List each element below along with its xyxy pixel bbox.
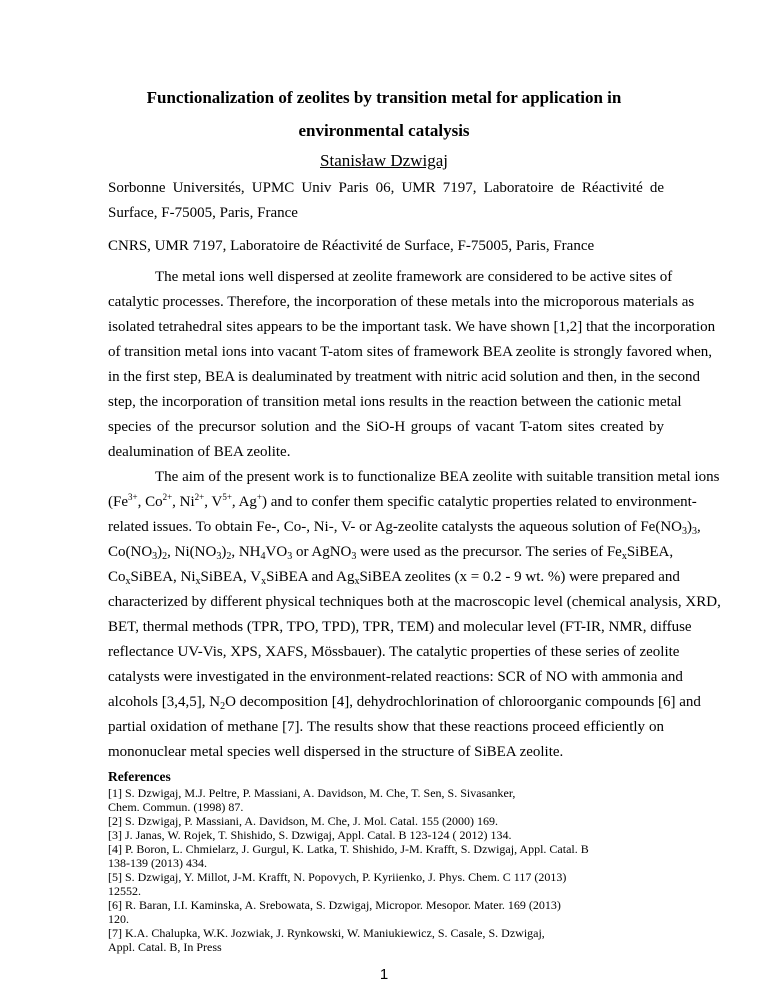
para2-line-5: $Co_xSiBEA$, $Ni_xSiBEA$, $V_xSiBEA$ and $Ag_xSiBEA$ zeolites (x = 0.2 - 9 wt. %) were prepared and	[108, 569, 680, 587]
para2-line-8: reflectance UV-Vis, XPS, XAFS, Mössbauer). The catalytic properties of these series of zeolite	[108, 644, 680, 660]
reference-line: [2] S. Dzwigaj, P. Massiani, A. Davidson, M. Che, J. Mol. Catal. 155 (2000) 169.	[108, 814, 498, 828]
reference-line: 138-139 (2013) 434.	[108, 856, 207, 870]
para1-line-8: dealumination of BEA zeolite.	[108, 444, 291, 460]
reference-line: [1] S. Dzwigaj, M.J. Peltre, P. Massiani, A. Davidson, M. Che, T. Sen, S. Sivasanker,	[108, 786, 516, 800]
reference-line: [3] J. Janas, W. Rojek, T. Shishido, S. Dzwigaj, Appl. Catal. B 123-124 ( 2012) 134.	[108, 828, 512, 842]
affiliation-2: CNRS, UMR 7197, Laboratoire de Réactivité de Surface, F-75005, Paris, France	[108, 238, 595, 254]
reference-line: [6] R. Baran, I.I. Kaminska, A. Srebowata, S. Dzwigaj, Micropor. Mesopor. Mater. 169 (2013)	[108, 898, 561, 912]
para2-line-9: catalysts were investigated in the environment-related reactions: SCR of NO with ammonia and	[108, 669, 683, 685]
para1-line-5: in the first step, BEA is dealuminated by treatment with nitric acid solution and then, in the second	[108, 369, 700, 385]
para1-line-2: catalytic processes. Therefore, the incorporation of these metals into the microporous materials as	[108, 294, 695, 310]
para2-line-7: BET, thermal methods (TPR, TPO, TPD), TPR, TEM) and molecular level (FT-IR, NMR, diffuse	[108, 619, 692, 635]
page-number: 1	[379, 966, 389, 983]
references-heading: References	[108, 769, 171, 784]
para2-line-4: $Co(NO_3)_2$, $Ni(NO_3)_2$, $NH_4VO_3$ or AgNO$_3$ were used as the precursor. The series of $Fe_xSiBEA$,	[108, 544, 674, 562]
para2-line-12: mononuclear metal species well dispersed in the structure of SiBEA zeolite.	[108, 744, 564, 760]
para2-line-2: ($Fe^{3+}$, $Co^{2+}$, $Ni^{2+}$, $V^{5+}$, Ag+) and to confer them specific catalytic properties related to environment-	[108, 492, 697, 510]
para2-line-1: The aim of the present work is to functionalize BEA zeolite with suitable transition metal ions	[155, 469, 720, 485]
title-line-1: Functionalization of zeolites by transition metal for application in	[146, 88, 622, 107]
para1-line-3: isolated tetrahedral sites appears to be the important task. We have shown [1,2] that the incorporation	[108, 319, 716, 335]
reference-line: [4] P. Boron, L. Chmielarz, J. Gurgul, K. Latka, T. Shishido, J-M. Krafft, S. Dzwigaj, Appl. Catal. B	[108, 842, 589, 856]
para2-line-3: related issues. To obtain Fe-, Co-, Ni-, V- or Ag-zeolite catalysts the aqueous solution of $Fe(NO_3)_3$,	[108, 519, 701, 537]
reference-line: [5] S. Dzwigaj, Y. Millot, J-M. Krafft, N. Popovych, P. Kyriienko, J. Phys. Chem. C 117 (2013)	[108, 870, 567, 884]
reference-line: Chem. Commun. (1998) 87.	[108, 800, 244, 814]
para2-line-10: alcohols [3,4,5], $N_2O$ decomposition [4], dehydrochlorination of chloroorganic compounds [6] and	[108, 694, 701, 712]
reference-line: 12552.	[108, 884, 141, 898]
reference-line: 120.	[108, 912, 129, 926]
para2-line-11: partial oxidation of methane [7]. The results show that these reactions proceed efficiently on	[108, 719, 664, 735]
para1-line-4: of transition metal ions into vacant T-atom sites of framework BEA zeolite is strongly favored when,	[108, 344, 713, 360]
reference-line: [7] K.A. Chalupka, W.K. Jozwiak, J. Rynkowski, W. Maniukiewicz, S. Casale, S. Dzwigaj,	[108, 926, 545, 940]
para2-line-6: characterized by different physical techniques both at the macroscopic level (chemical analysis, XRD,	[108, 594, 721, 610]
affiliation-1-line-2: Surface, F-75005, Paris, France	[108, 205, 298, 221]
reference-line: Appl. Catal. B, In Press	[108, 940, 222, 954]
para1-line-7: species of the precursor solution and the SiO-H groups of vacant T-atom sites created by	[108, 419, 664, 435]
para1-line-6: step, the incorporation of transition metal ions results in the reaction between the cationic metal	[108, 394, 682, 410]
affiliation-1-line-1: Sorbonne Universités, UPMC Univ Paris 06, UMR 7197, Laboratoire de Réactivité de	[108, 180, 664, 196]
author-name: Stanisław Dzwigaj	[320, 151, 448, 170]
title-line-2: environmental catalysis	[298, 121, 470, 140]
para1-line-1: The metal ions well dispersed at zeolite framework are considered to be active sites of	[155, 269, 673, 285]
